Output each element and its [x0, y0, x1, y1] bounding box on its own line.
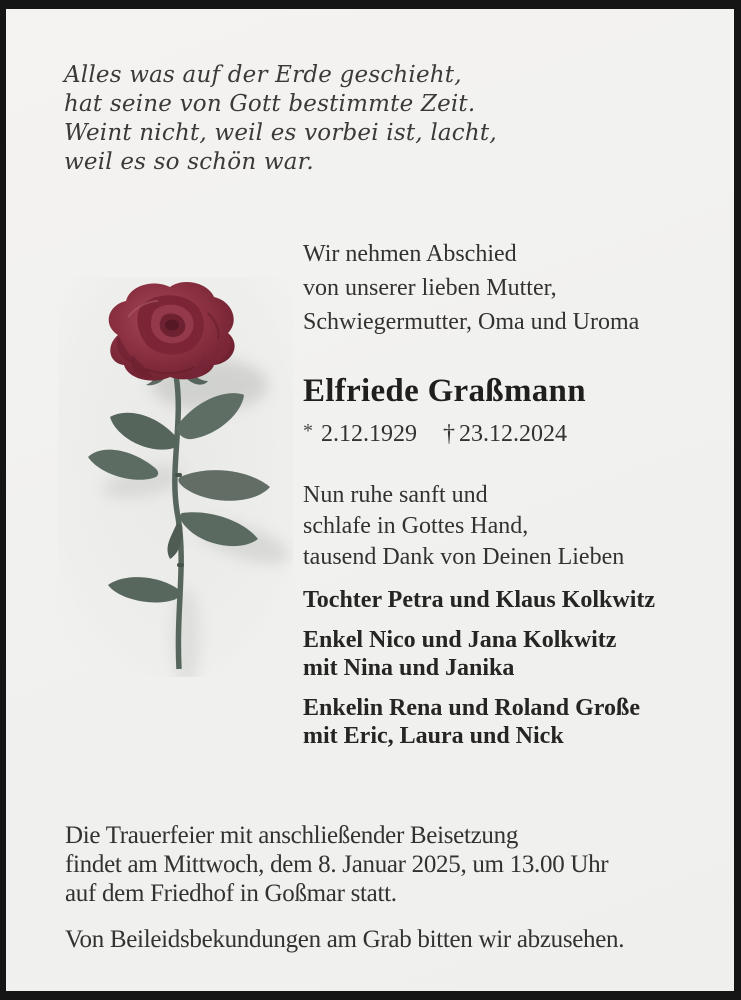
- announcement-intro: [303, 237, 723, 339]
- mourner-line: mit Nina und Janika: [303, 655, 515, 681]
- intro-line: von unserer lieben Mutter,: [303, 275, 557, 301]
- verse-line: schlafe in Gottes Hand,: [303, 513, 529, 539]
- birth-date: 2.12.1929: [321, 421, 417, 447]
- condolence-note: Von Beileidsbekundungen am Grab bitten wir abzusehen.: [65, 926, 625, 953]
- poem-line: Alles was auf der Erde geschieht,: [64, 62, 462, 88]
- funeral-announcement: [65, 821, 705, 908]
- obituary-card: [6, 9, 734, 991]
- mourner-group: [303, 626, 723, 682]
- farewell-verse: [303, 480, 723, 573]
- verse-line: Nun ruhe sanft und: [303, 482, 488, 508]
- mourner-line: Tochter Petra und Klaus Kolkwitz: [303, 587, 656, 613]
- poem-line: Weint nicht, weil es vorbei ist, lacht,: [64, 120, 497, 146]
- intro-line: Schwiegermutter, Oma und Uroma: [303, 309, 640, 335]
- funeral-line: auf dem Friedhof in Goßmar statt.: [65, 880, 397, 907]
- mourner-line: mit Eric, Laura und Nick: [303, 723, 564, 749]
- poem-line: hat seine von Gott bestimmte Zeit.: [64, 91, 476, 117]
- epigraph-poem: [64, 61, 497, 177]
- funeral-line: findet am Mittwoch, dem 8. Januar 2025, um 13.00 Uhr: [65, 851, 609, 878]
- death-cross-symbol: †: [443, 421, 455, 447]
- intro-line: Wir nehmen Abschied: [303, 241, 517, 267]
- deceased-name: Elfriede Graßmann: [303, 373, 586, 409]
- mourners-list: [303, 586, 723, 750]
- rose-image: [58, 277, 293, 677]
- mourner-line: Enkelin Rena und Roland Große: [303, 695, 640, 721]
- mourner-line: Enkel Nico und Jana Kolkwitz: [303, 627, 617, 653]
- mourner-group: [303, 694, 723, 750]
- birth-star-symbol: *: [303, 420, 313, 442]
- life-dates: [303, 417, 723, 448]
- rose-illustration: [58, 277, 293, 677]
- funeral-details: [65, 821, 705, 954]
- death-date: 23.12.2024: [459, 421, 567, 447]
- poem-line: weil es so schön war.: [64, 149, 314, 175]
- announcement-column: [303, 237, 723, 762]
- mourner-group: [303, 586, 723, 614]
- verse-line: tausend Dank von Deinen Lieben: [303, 544, 625, 570]
- funeral-line: Die Trauerfeier mit anschließender Beisetzung: [65, 822, 519, 849]
